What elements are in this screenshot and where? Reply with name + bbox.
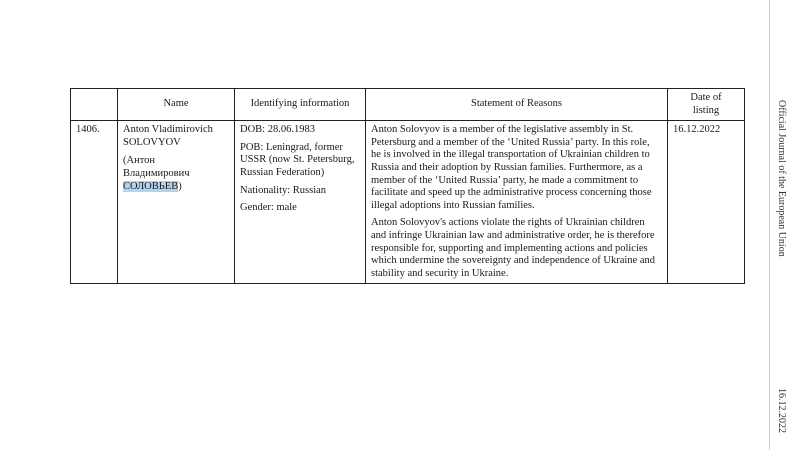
name-line2: SOLOVYOV — [123, 136, 181, 148]
cyrillic-surname-highlighted[interactable]: СОЛОВЬЕВ — [123, 180, 179, 192]
cyrillic-line1: (Антон — [123, 155, 156, 167]
sanctions-table — [70, 88, 745, 284]
reasons-paragraph-2: Anton Solovyov's actions violate the rights of Ukrainian children and infringe Ukrainian law and administrative order, he is therefore responsible for, supporting and implementing actions and policies which undermine the sovereignty and independence of Ukraine and stability and security in Ukraine. — [371, 217, 655, 279]
pob-text: POB: Leningrad, former USSR (now St. Petersburg, Russian Federation) — [240, 141, 355, 178]
reasons-paragraph-1: Anton Solovyov is a member of the legislative assembly in St. Petersburg and a member of the ‘United Russia’ party. In this role, he is involved in the illegal transportation of Ukrainian children to Russia and their adoption by Russian families. Furthermore, as a member of the ‘United Russia’ party, he made a commitment to facilitate and speed up the administrative process concerning those illegal adoptions into Russian families. — [371, 124, 652, 211]
table-header-row — [71, 89, 745, 121]
margin-rule — [769, 0, 770, 450]
cyrillic-line2: Владимирович — [123, 167, 190, 179]
nationality-text: Nationality: Russian — [240, 184, 327, 196]
header-name: Name — [118, 89, 235, 121]
name-cyrillic — [123, 155, 229, 193]
cell-number: 1406. — [71, 121, 118, 284]
header-reasons: Statement of Reasons — [366, 89, 668, 121]
header-number — [71, 89, 118, 121]
header-date-line2: listing — [692, 104, 720, 116]
header-identifying: Identifying information — [235, 89, 366, 121]
gender-text: Gender: male — [240, 202, 297, 214]
dob-text: DOB: 28.06.1983 — [240, 124, 315, 136]
header-date-line1: Date of — [690, 92, 722, 103]
table-row — [71, 121, 745, 284]
journal-date: 16.12.2022 — [776, 388, 787, 433]
cyrillic-close-paren: ) — [178, 180, 182, 192]
cell-reasons — [366, 121, 668, 284]
cell-date-of-listing: 16.12.2022 — [668, 121, 745, 284]
cell-identifying — [235, 121, 366, 284]
header-date-of-listing — [668, 89, 745, 121]
journal-title: Official Journal of the European Union — [776, 100, 787, 257]
name-line1: Anton Vladimirovich — [123, 124, 213, 136]
cell-name — [118, 121, 235, 284]
